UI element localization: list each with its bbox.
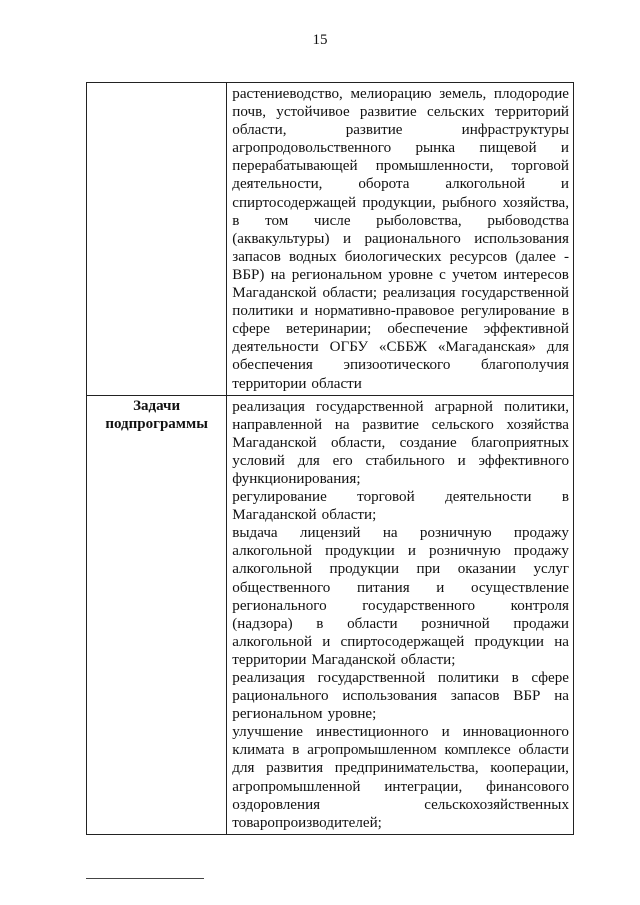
row-label-line: подпрограммы [105, 415, 208, 432]
text-line: реализация государственной политики в сфере [232, 670, 569, 686]
text-line: для развития предпринимательства, кооперации, [232, 760, 569, 777]
text-line: алкогольной и спиртосодержащей продукции на [232, 633, 569, 650]
table-row [87, 395, 574, 834]
text-line: выдача лицензий на розничную продажу [232, 525, 569, 542]
text-line: товаропроизводителей; [232, 814, 382, 831]
text-line: условий для его стабильного и эффективного [232, 452, 569, 469]
row-label-line: Задачи [133, 397, 181, 414]
text-line: спиртосодержащей продукции, рыбного хозяйства, [232, 194, 569, 211]
row-label-cell [87, 395, 227, 834]
subprogram-passport-table [86, 82, 574, 835]
text-line: ВБР) на региональном уровне с учетом интересов [232, 266, 569, 283]
text-line: общественного питания и осуществление [232, 579, 569, 596]
row-label-cell [87, 83, 227, 396]
text-line: климата в агропромышленном комплексе области [232, 742, 569, 759]
text-line: (надзора) в области розничной продажи [232, 615, 569, 632]
text-line: области, развитие инфраструктуры [232, 122, 569, 139]
row-content-cell [227, 395, 574, 834]
row-label [87, 83, 226, 84]
footnote-separator [86, 878, 204, 879]
goal-text [227, 83, 573, 395]
text-line: территории области [232, 375, 362, 392]
text-line: улучшение инвестиционного и инновационного [232, 724, 569, 741]
text-line: запасов водных биологических ресурсов (далее - [232, 248, 569, 265]
page-number: 15 [312, 32, 328, 48]
text-line: алкогольной продукции при оказании услуг [232, 561, 569, 578]
text-line: растениеводство, мелиорацию земель, плодородие [232, 86, 569, 102]
text-line: в том числе рыболовства, рыбоводства [232, 212, 569, 229]
row-label-tasks [87, 396, 226, 433]
text-line: территории Магаданской области; [232, 651, 456, 668]
text-line: почв, устойчивое развитие сельских территорий [232, 104, 569, 121]
text-line: регулирование торговой деятельности в [232, 489, 569, 506]
tasks-text [227, 396, 573, 834]
text-line: перерабатывающей промышленности, торговой [232, 158, 569, 175]
text-line: деятельности ОГБУ «СББЖ «Магаданская» для [232, 339, 569, 356]
text-line: регионального государственного контроля [232, 597, 569, 614]
text-line: алкогольной продукции и розничную продажу [232, 543, 569, 560]
text-line: оздоровления сельскохозяйственных [232, 796, 569, 813]
text-line: направленной на развитие сельского хозяйства [232, 416, 569, 433]
text-line: региональном уровне; [232, 706, 377, 723]
table-row [87, 83, 574, 396]
text-line: политики и нормативно-правовое регулирование в [232, 303, 569, 320]
text-line: функционирования; [232, 470, 361, 487]
text-line: (аквакультуры) и рационального использования [232, 230, 569, 247]
text-line: обеспечения эпизоотического благополучия [232, 357, 569, 374]
text-line: рационального использования запасов ВБР на [232, 688, 569, 705]
text-line: сфере ветеринарии; обеспечение эффективной [232, 321, 569, 338]
text-line: агропродовольственного рынка пищевой и [232, 140, 569, 157]
text-line: Магаданской области; реализация государственной [232, 285, 569, 302]
row-content-cell [227, 83, 574, 396]
text-line: реализация государственной аграрной политики, [232, 398, 569, 415]
text-line: агропромышленной интеграции, финансового [232, 778, 569, 795]
text-line: Магаданской области; [232, 507, 377, 524]
text-line: Магаданской области, создание благоприятных [232, 434, 569, 451]
text-line: деятельности, оборота алкогольной и [232, 176, 569, 193]
